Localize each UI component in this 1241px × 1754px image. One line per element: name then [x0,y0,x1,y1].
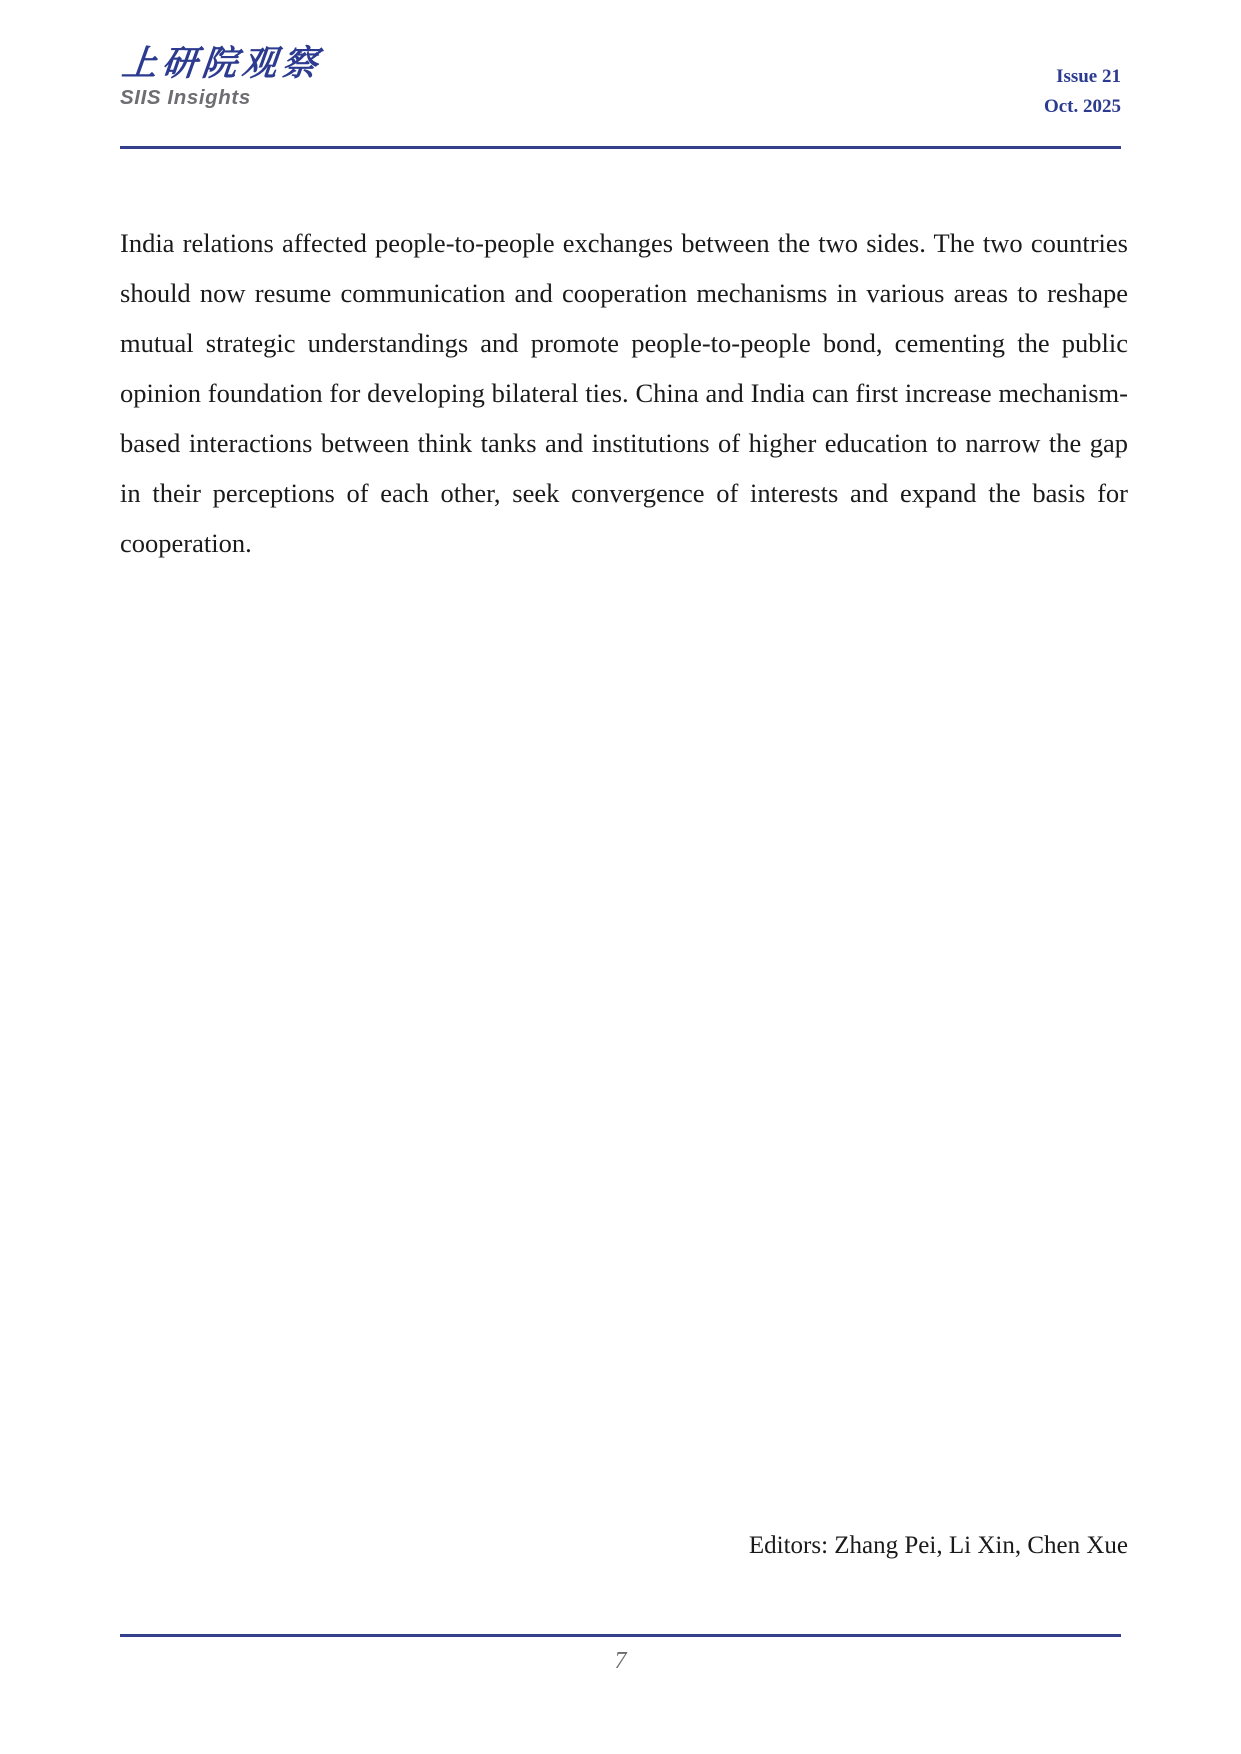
issue-info [1044,62,1121,123]
main-content [120,218,1128,568]
issue-date: Oct. 2025 [1043,96,1121,118]
editors-label: Editors: Zhang Pei, Li Xin, Chen Xue [748,1532,1128,1559]
page-number: 7 [614,1648,627,1674]
body-paragraph: India relations affected people-to-people exchanges between the two sides. The two countries should now resume communication and cooperation mechanisms in various areas to reshape mutual strategic understandings and promote people-to-people bond, cementing the public opinion foundation for developing bilateral ties. China and India can first increase mechanism-based interactions between think tanks and institutions of higher education to narrow the gap in their perceptions of each other, seek convergence of interests and expand the basis for cooperation. [120,228,1128,558]
page-header [120,40,1121,140]
editors-credit [120,1526,1128,1566]
masthead-logo [120,46,540,110]
masthead-english-title: SIIS Insights [120,85,251,109]
masthead-chinese-title: 上研院观察 [119,44,325,83]
issue-number: Issue 21 [1056,66,1121,87]
header-divider-rule [120,146,1121,149]
footer-divider-rule [120,1634,1121,1637]
page-footer [120,1648,1121,1675]
